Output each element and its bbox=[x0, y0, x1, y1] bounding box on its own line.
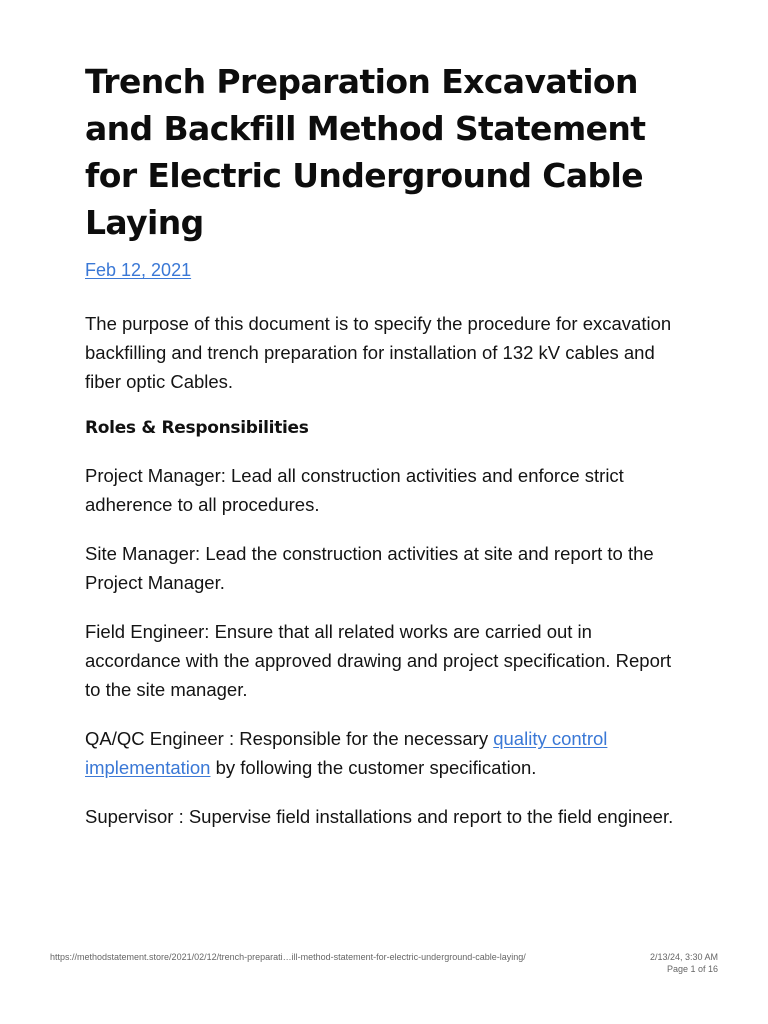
intro-paragraph: The purpose of this document is to specify the procedure for excavation backfilling and trench preparation for installation of 132 kV cables and fiber optic Cables. bbox=[85, 313, 672, 392]
quality-control-link[interactable]: quality control implementation bbox=[85, 728, 608, 778]
roles-heading: Roles & Responsibilities bbox=[85, 418, 309, 438]
footer-meta bbox=[650, 951, 718, 975]
footer-url: https://methodstatement.store/2021/02/12/trench-preparati…ill-method-statement-for-electric-underground-cable-laying/ bbox=[50, 952, 526, 962]
role-qaqc-engineer bbox=[85, 724, 685, 782]
footer-page-number: Page 1 of 16 bbox=[666, 964, 718, 974]
role-supervisor: Supervisor : Supervise field installations and report to the field engineer. bbox=[85, 806, 674, 827]
page-title: Trench Preparation Excavation and Backfill Method Statement for Electric Underground Cable Laying bbox=[85, 62, 646, 242]
role-qaqc-text-before: QA/QC Engineer : Responsible for the necessary bbox=[85, 728, 494, 749]
role-qaqc-text-after: by following the customer specification. bbox=[210, 757, 537, 778]
role-site-manager: Site Manager: Lead the construction activities at site and report to the Project Manager. bbox=[85, 543, 654, 593]
article bbox=[85, 58, 685, 831]
role-field-engineer: Field Engineer: Ensure that all related works are carried out in accordance with the approved drawing and project specification. Report to the site manager. bbox=[85, 621, 672, 700]
footer-timestamp: 2/13/24, 3:30 AM bbox=[649, 952, 718, 962]
post-date-link[interactable]: Feb 12, 2021 bbox=[85, 260, 192, 280]
role-project-manager: Project Manager: Lead all construction activities and enforce strict adherence to all procedures. bbox=[85, 465, 624, 515]
